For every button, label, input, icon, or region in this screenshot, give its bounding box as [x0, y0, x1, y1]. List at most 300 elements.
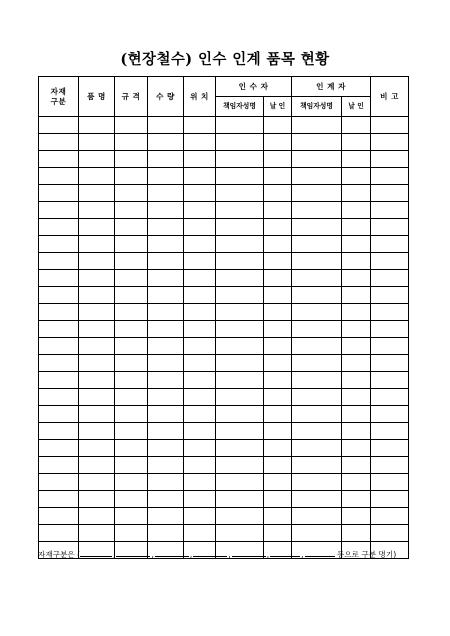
table-cell[interactable]	[39, 134, 79, 151]
table-cell[interactable]	[184, 474, 216, 491]
footer-separator: ,	[228, 550, 231, 559]
table-cell[interactable]	[342, 423, 371, 440]
table-cell[interactable]	[342, 219, 371, 236]
table-row	[39, 338, 409, 355]
table-cell[interactable]	[371, 525, 409, 542]
table-cell[interactable]	[216, 389, 264, 406]
table-cell[interactable]	[148, 372, 184, 389]
table-cell[interactable]	[115, 151, 148, 168]
header-quantity: 수 량	[148, 77, 184, 117]
table-cell[interactable]	[216, 202, 264, 219]
table-cell[interactable]	[371, 304, 409, 321]
table-cell[interactable]	[184, 372, 216, 389]
table-cell[interactable]	[371, 474, 409, 491]
table-cell[interactable]	[292, 389, 342, 406]
table-cell[interactable]	[39, 304, 79, 321]
table-cell[interactable]	[371, 134, 409, 151]
table-cell[interactable]	[115, 525, 148, 542]
table-cell[interactable]	[184, 219, 216, 236]
table-cell[interactable]	[292, 270, 342, 287]
table-cell[interactable]	[184, 270, 216, 287]
footer-separator: ,	[189, 550, 193, 559]
table-cell[interactable]	[39, 219, 79, 236]
table-cell[interactable]	[342, 508, 371, 525]
handover-table	[38, 76, 409, 559]
table-cell[interactable]	[264, 474, 292, 491]
table-cell[interactable]	[264, 168, 292, 185]
table-cell[interactable]	[79, 474, 115, 491]
table-cell[interactable]	[342, 270, 371, 287]
table-cell[interactable]	[79, 134, 115, 151]
table-cell[interactable]	[264, 406, 292, 423]
table-cell[interactable]	[292, 168, 342, 185]
table-cell[interactable]	[216, 525, 264, 542]
table-cell[interactable]	[264, 440, 292, 457]
table-cell[interactable]	[39, 185, 79, 202]
table-cell[interactable]	[39, 202, 79, 219]
table-cell[interactable]	[342, 287, 371, 304]
table-cell[interactable]	[79, 202, 115, 219]
table-cell[interactable]	[342, 134, 371, 151]
table-cell[interactable]	[264, 355, 292, 372]
table-cell[interactable]	[292, 491, 342, 508]
table-cell[interactable]	[115, 253, 148, 270]
table-cell[interactable]	[264, 117, 292, 134]
table-cell[interactable]	[292, 406, 342, 423]
table-cell[interactable]	[148, 406, 184, 423]
table-cell[interactable]	[342, 355, 371, 372]
table-cell[interactable]	[39, 168, 79, 185]
table-cell[interactable]	[342, 440, 371, 457]
table-cell[interactable]	[371, 202, 409, 219]
table-cell[interactable]	[264, 253, 292, 270]
table-cell[interactable]	[264, 185, 292, 202]
footer-blank-line[interactable]	[270, 548, 300, 557]
table-cell[interactable]	[342, 389, 371, 406]
table-cell[interactable]	[148, 134, 184, 151]
table-cell[interactable]	[184, 253, 216, 270]
table-cell[interactable]	[39, 474, 79, 491]
table-cell[interactable]	[79, 321, 115, 338]
table-cell[interactable]	[115, 202, 148, 219]
table-cell[interactable]	[264, 134, 292, 151]
table-cell[interactable]	[292, 287, 342, 304]
table-cell[interactable]	[79, 219, 115, 236]
header-item-name: 품 명	[79, 77, 115, 117]
table-cell[interactable]	[115, 134, 148, 151]
table-cell[interactable]	[39, 117, 79, 134]
table-cell[interactable]	[39, 440, 79, 457]
table-cell[interactable]	[184, 117, 216, 134]
table-cell[interactable]	[292, 151, 342, 168]
table-cell[interactable]	[39, 491, 79, 508]
table-cell[interactable]	[79, 338, 115, 355]
table-cell[interactable]	[216, 321, 264, 338]
table-cell[interactable]	[115, 304, 148, 321]
table-row	[39, 525, 409, 542]
table-cell[interactable]	[264, 304, 292, 321]
table-cell[interactable]	[371, 508, 409, 525]
table-cell[interactable]	[264, 270, 292, 287]
table-cell[interactable]	[292, 457, 342, 474]
table-cell[interactable]	[342, 491, 371, 508]
table-cell[interactable]	[292, 338, 342, 355]
table-cell[interactable]	[264, 491, 292, 508]
table-cell[interactable]	[79, 304, 115, 321]
table-cell[interactable]	[216, 219, 264, 236]
table-cell[interactable]	[184, 525, 216, 542]
table-cell[interactable]	[216, 474, 264, 491]
table-cell[interactable]	[39, 151, 79, 168]
table-cell[interactable]	[148, 219, 184, 236]
table-cell[interactable]	[216, 423, 264, 440]
table-cell[interactable]	[264, 372, 292, 389]
table-cell[interactable]	[79, 253, 115, 270]
table-cell[interactable]	[115, 440, 148, 457]
table-cell[interactable]	[184, 236, 216, 253]
table-cell[interactable]	[216, 355, 264, 372]
table-row	[39, 117, 409, 134]
table-row	[39, 202, 409, 219]
table-cell[interactable]	[79, 389, 115, 406]
table-cell[interactable]	[371, 219, 409, 236]
table-cell[interactable]	[39, 525, 79, 542]
table-cell[interactable]	[79, 270, 115, 287]
table-cell[interactable]	[148, 525, 184, 542]
table-cell[interactable]	[216, 287, 264, 304]
table-cell[interactable]	[39, 270, 79, 287]
table-cell[interactable]	[292, 440, 342, 457]
table-cell[interactable]	[342, 457, 371, 474]
table-cell[interactable]	[342, 406, 371, 423]
table-cell[interactable]	[148, 389, 184, 406]
table-cell[interactable]	[148, 168, 184, 185]
table-body	[39, 117, 409, 559]
footer-blank-line[interactable]	[232, 548, 266, 557]
table-cell[interactable]	[264, 219, 292, 236]
table-cell[interactable]	[148, 508, 184, 525]
header-material-category: 자재 구분	[39, 77, 79, 117]
table-cell[interactable]	[264, 321, 292, 338]
header-receiver-seal: 날 인	[264, 97, 292, 117]
table-cell[interactable]	[371, 372, 409, 389]
table-cell[interactable]	[184, 134, 216, 151]
table-cell[interactable]	[292, 423, 342, 440]
table-cell[interactable]	[115, 406, 148, 423]
table-cell[interactable]	[292, 134, 342, 151]
table-cell[interactable]	[216, 508, 264, 525]
table-cell[interactable]	[115, 270, 148, 287]
table-row	[39, 406, 409, 423]
table-cell[interactable]	[264, 457, 292, 474]
table-cell[interactable]	[264, 525, 292, 542]
table-cell[interactable]	[371, 185, 409, 202]
table-cell[interactable]	[216, 253, 264, 270]
table-cell[interactable]	[39, 389, 79, 406]
table-cell[interactable]	[216, 134, 264, 151]
table-cell[interactable]	[39, 423, 79, 440]
table-cell[interactable]	[342, 474, 371, 491]
table-cell[interactable]	[371, 338, 409, 355]
table-cell[interactable]	[216, 338, 264, 355]
table-cell[interactable]	[39, 338, 79, 355]
footer-suffix: 등으로 구분 명기)	[337, 550, 397, 559]
table-row	[39, 151, 409, 168]
table-cell[interactable]	[79, 355, 115, 372]
table-cell[interactable]	[148, 117, 184, 134]
table-cell[interactable]	[342, 151, 371, 168]
table-cell[interactable]	[371, 253, 409, 270]
table-cell[interactable]	[292, 202, 342, 219]
table-cell[interactable]	[216, 117, 264, 134]
table-row	[39, 372, 409, 389]
table-cell[interactable]	[148, 355, 184, 372]
table-cell[interactable]	[342, 236, 371, 253]
table-cell[interactable]	[79, 423, 115, 440]
table-cell[interactable]	[148, 491, 184, 508]
table-cell[interactable]	[184, 440, 216, 457]
table-cell[interactable]	[148, 338, 184, 355]
table-cell[interactable]	[342, 185, 371, 202]
table-cell[interactable]	[115, 474, 148, 491]
header-spec: 규 격	[115, 77, 148, 117]
table-cell[interactable]	[184, 304, 216, 321]
table-cell[interactable]	[39, 287, 79, 304]
table-cell[interactable]	[148, 457, 184, 474]
table-cell[interactable]	[216, 185, 264, 202]
table-cell[interactable]	[264, 423, 292, 440]
header-remarks: 비 고	[371, 77, 409, 117]
table-cell[interactable]	[264, 389, 292, 406]
table-cell[interactable]	[79, 236, 115, 253]
table-cell[interactable]	[79, 372, 115, 389]
footer-note	[38, 548, 396, 560]
table-cell[interactable]	[216, 457, 264, 474]
table-cell[interactable]	[115, 372, 148, 389]
table-cell[interactable]	[115, 236, 148, 253]
table-row	[39, 270, 409, 287]
header-transferor: 인 계 자	[292, 77, 371, 97]
table-cell[interactable]	[148, 202, 184, 219]
table-cell[interactable]	[115, 321, 148, 338]
table-cell[interactable]	[184, 508, 216, 525]
table-cell[interactable]	[39, 253, 79, 270]
table-cell[interactable]	[79, 406, 115, 423]
table-cell[interactable]	[148, 236, 184, 253]
table-cell[interactable]	[148, 440, 184, 457]
table-cell[interactable]	[216, 440, 264, 457]
table-cell[interactable]	[371, 117, 409, 134]
table-cell[interactable]	[371, 270, 409, 287]
table-cell[interactable]	[342, 304, 371, 321]
table-cell[interactable]	[39, 457, 79, 474]
table-cell[interactable]	[216, 151, 264, 168]
table-row	[39, 253, 409, 270]
table-cell[interactable]	[292, 219, 342, 236]
table-cell[interactable]	[115, 117, 148, 134]
table-cell[interactable]	[148, 253, 184, 270]
table-cell[interactable]	[371, 236, 409, 253]
table-cell[interactable]	[371, 321, 409, 338]
table-cell[interactable]	[148, 474, 184, 491]
table-cell[interactable]	[292, 117, 342, 134]
footer-separator: ,	[151, 550, 154, 559]
header-row-1	[39, 77, 409, 97]
footer-separator: ,	[301, 550, 304, 559]
table-row	[39, 304, 409, 321]
table-cell[interactable]	[115, 287, 148, 304]
table-cell[interactable]	[342, 321, 371, 338]
table-cell[interactable]	[371, 423, 409, 440]
table-cell[interactable]	[216, 236, 264, 253]
table-cell[interactable]	[184, 457, 216, 474]
table-cell[interactable]	[79, 185, 115, 202]
footer-blank-line[interactable]	[116, 548, 150, 557]
table-cell[interactable]	[148, 270, 184, 287]
table-cell[interactable]	[184, 389, 216, 406]
document-title: (현장철수) 인수 인계 품목 현황	[120, 51, 330, 68]
table-cell[interactable]	[292, 236, 342, 253]
table-cell[interactable]	[39, 406, 79, 423]
table-cell[interactable]	[148, 321, 184, 338]
table-cell[interactable]	[216, 168, 264, 185]
table-cell[interactable]	[216, 270, 264, 287]
table-cell[interactable]	[79, 508, 115, 525]
table-cell[interactable]	[39, 236, 79, 253]
table-cell[interactable]	[115, 508, 148, 525]
table-cell[interactable]	[79, 117, 115, 134]
table-cell[interactable]	[184, 321, 216, 338]
table-cell[interactable]	[371, 355, 409, 372]
header-location: 위 치	[184, 77, 216, 117]
footer-blank-line[interactable]	[193, 548, 227, 557]
table-cell[interactable]	[292, 185, 342, 202]
table-cell[interactable]	[79, 525, 115, 542]
table-cell[interactable]	[39, 372, 79, 389]
table-row	[39, 440, 409, 457]
table-cell[interactable]	[39, 321, 79, 338]
table-cell[interactable]	[39, 355, 79, 372]
table-cell[interactable]	[292, 321, 342, 338]
table-cell[interactable]	[79, 168, 115, 185]
table-cell[interactable]	[216, 372, 264, 389]
footer-prefix: 자재구분은 (	[38, 550, 81, 559]
table-row	[39, 185, 409, 202]
table-cell[interactable]	[115, 389, 148, 406]
table-cell[interactable]	[148, 185, 184, 202]
table-cell[interactable]	[115, 491, 148, 508]
table-row	[39, 508, 409, 525]
table-cell[interactable]	[148, 151, 184, 168]
table-cell[interactable]	[184, 287, 216, 304]
table-cell[interactable]	[342, 338, 371, 355]
table-cell[interactable]	[371, 406, 409, 423]
table-cell[interactable]	[264, 151, 292, 168]
table-cell[interactable]	[292, 525, 342, 542]
table-cell[interactable]	[184, 406, 216, 423]
table-cell[interactable]	[115, 168, 148, 185]
table-cell[interactable]	[184, 423, 216, 440]
table-row	[39, 287, 409, 304]
table-cell[interactable]	[264, 287, 292, 304]
table-cell[interactable]	[115, 338, 148, 355]
table-cell[interactable]	[184, 151, 216, 168]
table-row	[39, 389, 409, 406]
footer-blank-line[interactable]	[305, 548, 335, 557]
table-cell[interactable]	[342, 202, 371, 219]
table-cell[interactable]	[292, 474, 342, 491]
table-row	[39, 355, 409, 372]
table-cell[interactable]	[115, 219, 148, 236]
table-cell[interactable]	[148, 287, 184, 304]
table-cell[interactable]	[115, 355, 148, 372]
table-row	[39, 236, 409, 253]
table-cell[interactable]	[39, 508, 79, 525]
table-cell[interactable]	[79, 457, 115, 474]
table-cell[interactable]	[292, 372, 342, 389]
table-cell[interactable]	[79, 151, 115, 168]
table-cell[interactable]	[79, 287, 115, 304]
table-cell[interactable]	[342, 253, 371, 270]
table-cell[interactable]	[292, 355, 342, 372]
table-cell[interactable]	[371, 389, 409, 406]
table-row	[39, 491, 409, 508]
footer-separator: ,	[266, 550, 270, 559]
table-cell[interactable]	[216, 304, 264, 321]
table-cell[interactable]	[371, 151, 409, 168]
table-cell[interactable]	[216, 491, 264, 508]
table-cell[interactable]	[148, 304, 184, 321]
footer-blanks	[80, 550, 335, 559]
table-cell[interactable]	[292, 304, 342, 321]
table-cell[interactable]	[264, 202, 292, 219]
table-cell[interactable]	[371, 491, 409, 508]
table-cell[interactable]	[264, 508, 292, 525]
table-cell[interactable]	[292, 508, 342, 525]
table-row	[39, 219, 409, 236]
table-cell[interactable]	[264, 236, 292, 253]
table-cell[interactable]	[115, 185, 148, 202]
table-cell[interactable]	[342, 117, 371, 134]
table-cell[interactable]	[115, 457, 148, 474]
table-cell[interactable]	[184, 202, 216, 219]
table-cell[interactable]	[216, 406, 264, 423]
table-cell[interactable]	[79, 491, 115, 508]
table-cell[interactable]	[184, 168, 216, 185]
table-cell[interactable]	[184, 338, 216, 355]
table-cell[interactable]	[184, 355, 216, 372]
table-cell[interactable]	[371, 457, 409, 474]
table-cell[interactable]	[264, 338, 292, 355]
footer-blank-line[interactable]	[155, 548, 189, 557]
table-row	[39, 321, 409, 338]
table-cell[interactable]	[184, 491, 216, 508]
table-cell[interactable]	[342, 525, 371, 542]
header-receiver-name: 책임자성명	[216, 97, 264, 117]
table-cell[interactable]	[184, 185, 216, 202]
table-cell[interactable]	[79, 440, 115, 457]
table-cell[interactable]	[342, 372, 371, 389]
table-cell[interactable]	[371, 168, 409, 185]
table-cell[interactable]	[371, 440, 409, 457]
table-cell[interactable]	[292, 253, 342, 270]
footer-blank-line[interactable]	[80, 548, 112, 557]
table-cell[interactable]	[371, 287, 409, 304]
table-cell[interactable]	[148, 423, 184, 440]
table-cell[interactable]	[115, 423, 148, 440]
table-row	[39, 423, 409, 440]
table-cell[interactable]	[342, 168, 371, 185]
